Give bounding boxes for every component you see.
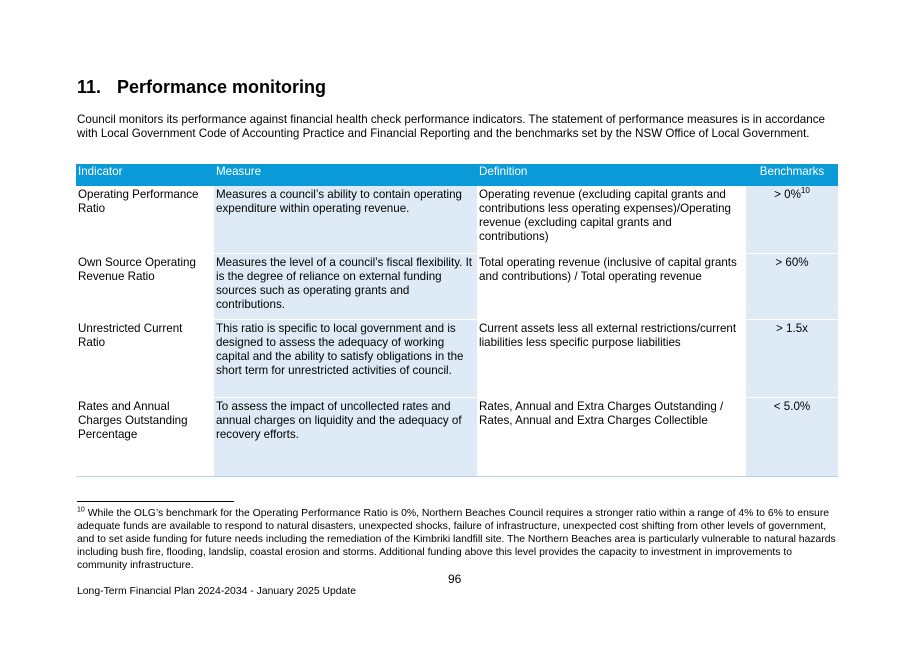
footnote-text: While the OLG’s benchmark for the Operating Performance Ratio is 0%, Northern Beaches Council requires a stronger ratio within a range of 4% to 6% to ensure adequate funds are available to respond to natural disasters, unexpected shocks, failure of infrastructure, unexpected cost shifting from other levels of government, and to set aside funding for future needs including the remediation of the Kimbriki landfill site. The Northern Beaches area is particularly vulnerable to natural hazards including bush fire, flooding, landslip, coastal erosion and storms. Additional funding above this level provides the capacity to investment in improvements to community infrastructure. xyxy=(77,508,836,571)
benchmark-value: > 0% xyxy=(774,188,801,201)
footnote-divider xyxy=(77,501,234,502)
section-title: Performance monitoring xyxy=(117,77,327,97)
table-row xyxy=(76,319,838,397)
indicator-cell: Own Source Operating Revenue Ratio xyxy=(76,253,214,319)
page-number: 96 xyxy=(448,572,462,586)
benchmark-cell: > 1.5x xyxy=(746,319,838,397)
column-header-benchmarks: Benchmarks xyxy=(746,164,838,186)
column-header-indicator: Indicator xyxy=(76,164,214,186)
benchmark-cell: < 5.0% xyxy=(746,397,838,476)
definition-cell: Rates, Annual and Extra Charges Outstanding / Rates, Annual and Extra Charges Collectible xyxy=(477,397,746,476)
measure-cell: This ratio is specific to local government and is designed to assess the adequacy of working capital and the ability to satisfy obligations in the short term for unrestricted activities of council. xyxy=(214,319,477,397)
measure-cell: Measures the level of a council’s fiscal flexibility. It is the degree of reliance on external funding sources such as operating grants and contributions. xyxy=(214,253,477,319)
measure-cell: Measures a council’s ability to contain operating expenditure within operating revenue. xyxy=(214,186,477,253)
footnote-marker: 10 xyxy=(77,506,85,514)
table-row xyxy=(76,186,838,253)
benchmark-cell: > 60% xyxy=(746,253,838,319)
column-header-definition: Definition xyxy=(477,164,746,186)
section-number: 11. xyxy=(77,77,102,97)
intro-paragraph: Council monitors its performance against financial health check performance indicators. The statement of performance measures is in accordance with Local Government Code of Accounting Practice and Financial Reporting and the benchmarks set by the NSW Office of Local Government. xyxy=(77,113,825,140)
document-footer: Long-Term Financial Plan 2024-2034 - January 2025 Update xyxy=(77,586,356,597)
section-heading xyxy=(77,77,326,98)
indicator-cell: Operating Performance Ratio xyxy=(76,186,214,253)
indicator-cell: Unrestricted Current Ratio xyxy=(76,319,214,397)
definition-cell: Total operating revenue (inclusive of capital grants and contributions) / Total operating revenue xyxy=(477,253,746,319)
table-row xyxy=(76,253,838,319)
performance-table xyxy=(76,164,838,477)
measure-cell: To assess the impact of uncollected rates and annual charges on liquidity and the adequacy of recovery efforts. xyxy=(214,397,477,476)
table-header-row xyxy=(76,164,838,186)
definition-cell: Operating revenue (excluding capital grants and contributions less operating expenses)/Operating revenue (excluding capital grants and contributions) xyxy=(477,186,746,253)
benchmark-cell xyxy=(746,186,838,253)
indicator-cell: Rates and Annual Charges Outstanding Percentage xyxy=(76,397,214,476)
table-row xyxy=(76,397,838,476)
definition-cell: Current assets less all external restrictions/current liabilities less specific purpose liabilities xyxy=(477,319,746,397)
footnote xyxy=(77,507,842,572)
footnote-reference: 10 xyxy=(800,186,810,196)
column-header-measure: Measure xyxy=(214,164,477,186)
